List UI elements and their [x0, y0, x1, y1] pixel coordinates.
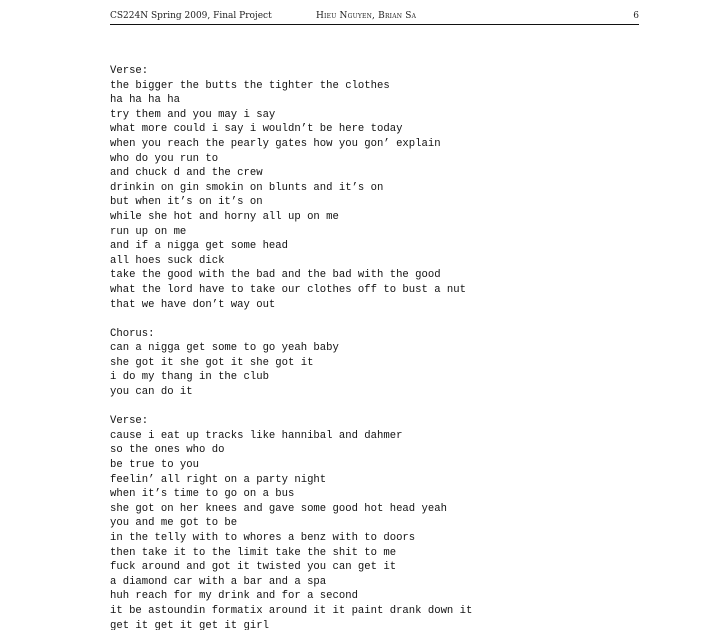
- lyric-line: it be astoundin formatix around it it paint drank down it: [110, 604, 473, 617]
- stanza-label: Verse:: [110, 65, 149, 77]
- lyric-line: take the good with the bad and the bad with the good: [110, 269, 441, 282]
- lyric-line: can a nigga get some to go yeah baby: [110, 342, 339, 355]
- lyric-line: and chuck d and the crew: [110, 167, 263, 180]
- lyric-line: all hoes suck dick: [110, 254, 225, 267]
- lyric-line: she got it she got it she got it: [110, 356, 314, 369]
- running-header: [110, 11, 639, 25]
- lyric-line: huh reach for my drink and for a second: [110, 590, 358, 603]
- lyric-line: who do you run to: [110, 152, 219, 165]
- header-course-title: CS224N Spring 2009, Final Project: [110, 11, 272, 21]
- header-rule: [110, 24, 639, 25]
- lyric-line: when it’s time to go on a bus: [110, 488, 295, 501]
- lyric-line: but when it’s on it’s on: [110, 196, 263, 209]
- lyric-line: when you reach the pearly gates how you gon’ explain: [110, 137, 441, 150]
- lyric-line: feelin’ all right on a party night: [110, 473, 327, 486]
- header-authors: Hieu Nguyen, Brian Sa: [316, 11, 417, 21]
- lyric-line: in the telly with to whores a benz with to doors: [110, 532, 416, 544]
- lyric-line: ha ha ha ha: [110, 94, 180, 107]
- stanza-label: Verse:: [110, 415, 149, 428]
- lyric-line: you and me got to be: [110, 517, 238, 530]
- lyric-line: she got on her knees and gave some good hot head yeah: [110, 502, 447, 515]
- lyric-line: a diamond car with a bar and a spa: [110, 575, 327, 588]
- lyric-line: fuck around and got it twisted you can get it: [110, 561, 397, 574]
- lyric-line: what the lord have to take our clothes off to bust a nut: [110, 283, 467, 296]
- lyric-line: while she hot and horny all up on me: [110, 210, 339, 223]
- lyric-line: you can do it: [110, 386, 193, 399]
- header-page-number: 6: [633, 11, 639, 21]
- lyric-line: cause i eat up tracks like hannibal and dahmer: [110, 429, 403, 442]
- lyric-line: drinkin on gin smokin on blunts and it’s on: [110, 181, 384, 194]
- lyric-line: what more could i say i wouldn’t be here today: [110, 123, 403, 136]
- lyric-line: the bigger the butts the tighter the clothes: [110, 79, 390, 92]
- lyric-line: try them and you may i say: [110, 108, 276, 121]
- lyrics-body: [110, 64, 630, 630]
- lyric-line: get it get it get it girl: [110, 619, 269, 630]
- lyric-line: that we have don’t way out: [110, 298, 276, 311]
- lyric-line: then take it to the limit take the shit to me: [110, 546, 397, 559]
- lyric-line: i do my thang in the club: [110, 371, 269, 384]
- stanza-chorus: [110, 327, 630, 400]
- stanza-label: Chorus:: [110, 327, 155, 340]
- stanza-verse-1: [110, 64, 630, 312]
- lyric-line: and if a nigga get some head: [110, 240, 289, 253]
- lyric-line: so the ones who do: [110, 444, 225, 457]
- lyric-line: be true to you: [110, 459, 200, 472]
- lyric-line: run up on me: [110, 225, 187, 238]
- stanza-verse-2: [110, 414, 630, 630]
